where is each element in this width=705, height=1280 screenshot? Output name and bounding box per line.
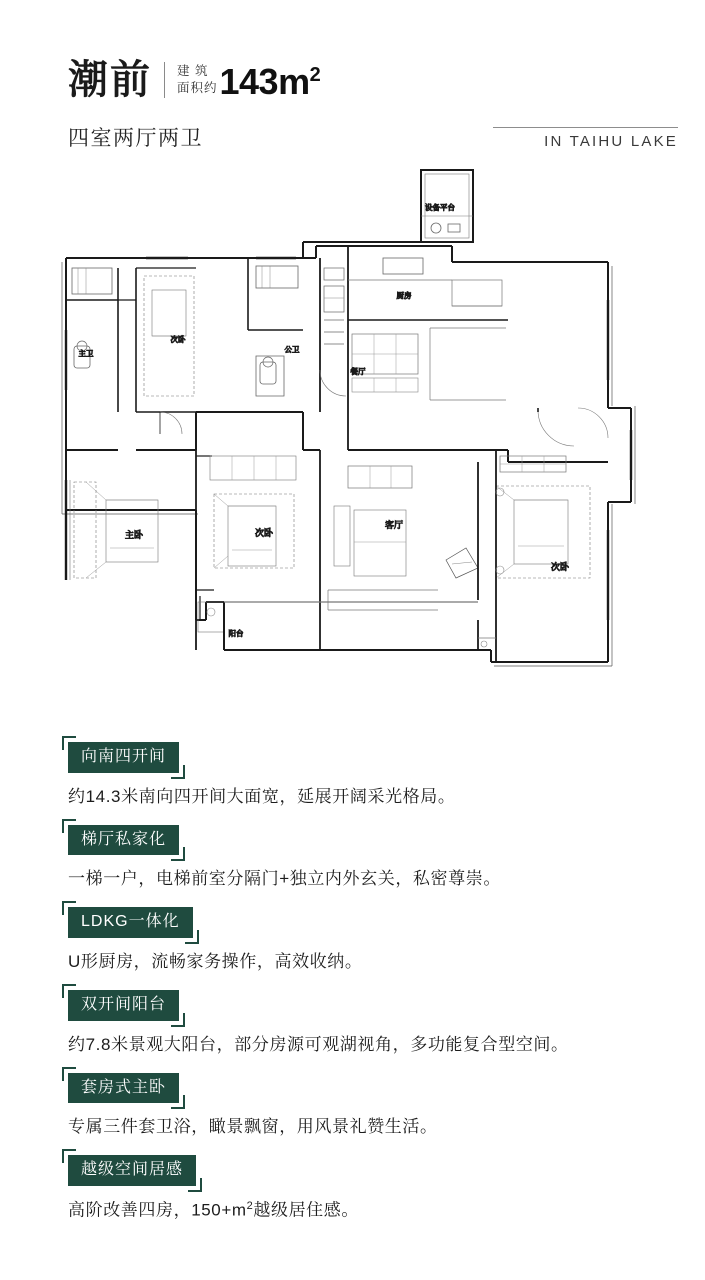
room-label-equipment-platform: 设备平台 [425, 203, 455, 212]
feature-tag: 越级空间居感 [68, 1155, 196, 1186]
feature-tag: 套房式主卧 [68, 1073, 179, 1104]
header-rule [493, 127, 678, 128]
feature-item [68, 742, 648, 808]
feature-description: 约7.8米景观大阳台，部分房源可观湖视角，多功能复合型空间。 [68, 1034, 569, 1054]
room-label-kitchen: 厨房 [396, 291, 412, 300]
area-label [177, 63, 218, 97]
feature-description-superscript: 2 [246, 1200, 254, 1213]
feature-tag: 向南四开间 [68, 742, 179, 773]
area-value [219, 61, 321, 102]
feature-description: 约14.3米南向四开间大面宽，延展开阔采光格局。 [68, 786, 456, 806]
floorplan-drawing [48, 150, 668, 690]
room-label-living-room: 客厅 [384, 520, 404, 530]
room-label-secondary-bedroom-3: 次卧 [550, 562, 570, 572]
page-subtitle: 四室两厅两卫 [68, 127, 203, 150]
feature-item [68, 825, 648, 891]
area-unit-superscript: 2 [309, 64, 321, 86]
page-title: 潮前 [68, 58, 152, 102]
feature-tag: 双开间阳台 [68, 990, 179, 1021]
room-label-master-bedroom: 主卧 [124, 530, 144, 540]
room-label-balcony: 阳台 [228, 629, 244, 638]
room-label-secondary-bedroom-2: 次卧 [254, 528, 274, 538]
area-label-line1: 建 筑 [177, 64, 209, 79]
area-label-line2: 面积约 [177, 81, 218, 96]
room-label-dining-room: 餐厅 [350, 367, 366, 376]
feature-item [68, 1073, 648, 1139]
feature-description [68, 1199, 648, 1222]
feature-item [68, 1155, 648, 1221]
room-label-secondary-bedroom-1: 次卧 [170, 335, 186, 344]
english-title: IN TAIHU LAKE [544, 133, 678, 150]
feature-description-pre: 高阶改善四房，150+m [68, 1200, 247, 1220]
feature-description: 一梯一户，电梯前室分隔门+独立内外玄关，私密尊崇。 [68, 869, 501, 889]
feature-item [68, 990, 648, 1056]
room-label-public-bath: 公卫 [284, 345, 300, 354]
feature-description-post: 越级居住感。 [253, 1200, 359, 1220]
area-value-number: 143m [219, 61, 310, 102]
feature-description: 专属三件套卫浴，瞰景飘窗，用风景礼赞生活。 [68, 1117, 438, 1137]
title-divider [164, 62, 165, 98]
room-label-master-bath: 主卫 [78, 349, 94, 358]
feature-tag: LDKG一体化 [68, 907, 193, 938]
feature-description: U形厨房，流畅家务操作，高效收纳。 [68, 951, 363, 971]
feature-item [68, 907, 648, 973]
feature-tag: 梯厅私家化 [68, 825, 179, 856]
page-header [68, 58, 678, 152]
features-list [68, 742, 648, 1239]
